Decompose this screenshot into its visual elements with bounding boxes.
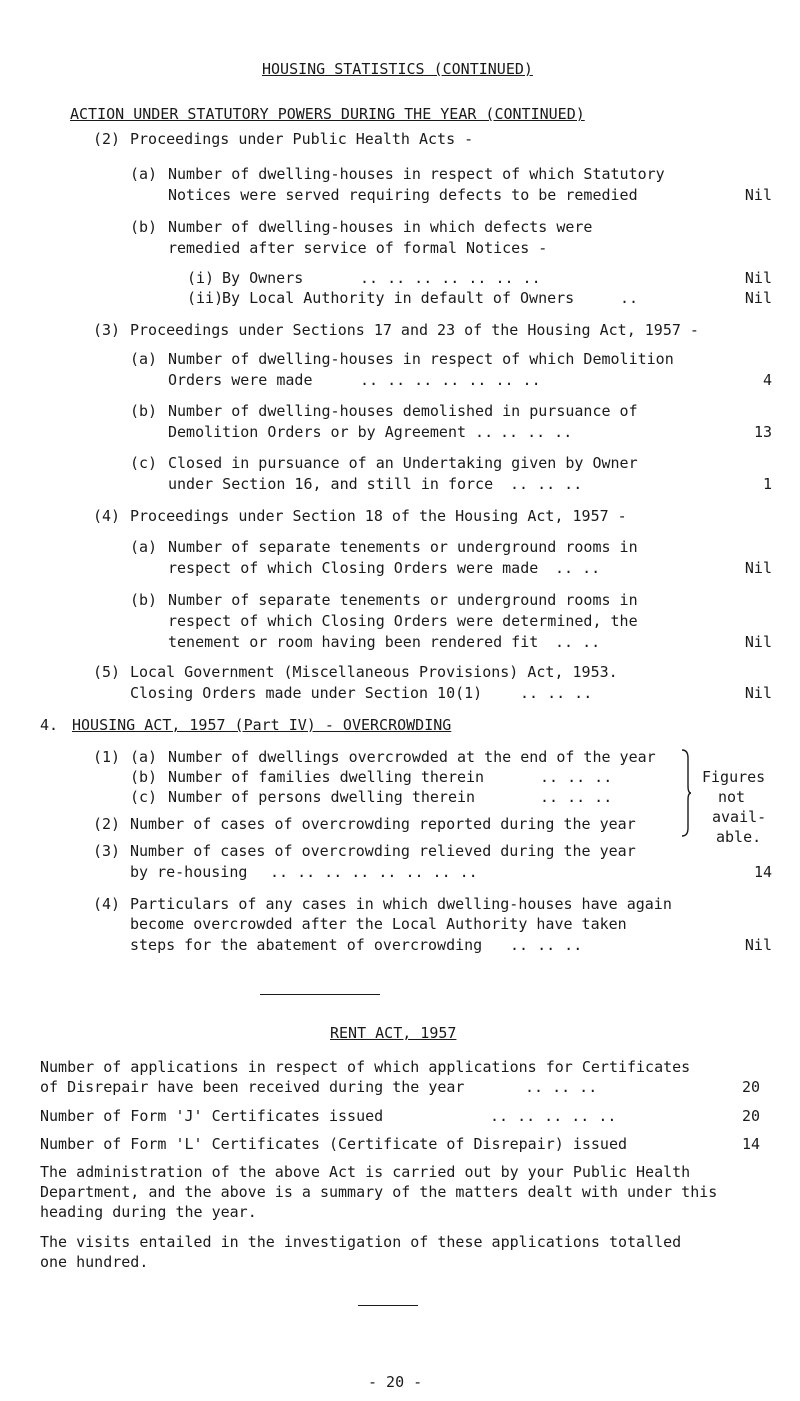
s2b-line1: Number of dwelling-houses in which defects were	[168, 218, 593, 236]
s2b-line2: remedied after service of formal Notices -	[168, 239, 548, 257]
p4-1b-label: (b)	[130, 768, 158, 786]
p4-3-leader: .. .. .. .. .. .. .. ..	[270, 863, 478, 881]
rent-l2-value: 20	[741, 1107, 760, 1125]
rent-heading: RENT ACT, 1957	[330, 1024, 457, 1042]
s2bi-leader: .. .. .. .. .. .. ..	[360, 269, 541, 287]
p4-3-label: (3)	[93, 842, 121, 860]
rent-l3: Number of Form 'L' Certificates (Certificate of Disrepair) issued	[40, 1135, 627, 1153]
s4-label: (4)	[93, 507, 121, 525]
s3c-line1: Closed in pursuance of an Undertaking given by Owner	[168, 454, 638, 472]
p4-1a-label: (a)	[130, 748, 158, 766]
s4-heading: Proceedings under Section 18 of the Housing Act, 1957 -	[130, 507, 627, 525]
p4-3-line1: Number of cases of overcrowding relieved during the year	[130, 842, 636, 860]
p4-2-label: (2)	[93, 815, 121, 833]
s3c-label: (c)	[130, 454, 158, 472]
s3-label: (3)	[93, 321, 121, 339]
s4b-value: Nil	[744, 633, 772, 651]
s3c-value: 1	[762, 475, 772, 493]
s2a-line1: Number of dwelling-houses in respect of which Statutory	[168, 165, 665, 183]
s5-leader: .. .. ..	[520, 684, 593, 702]
s5-label: (5)	[93, 663, 121, 681]
page-title: HOUSING STATISTICS (CONTINUED)	[262, 60, 533, 78]
s4a-value: Nil	[744, 559, 772, 577]
p4-2-text: Number of cases of overcrowding reported during the year	[130, 815, 636, 833]
p4-1b-leader: .. .. ..	[540, 768, 613, 786]
note-not: not	[718, 788, 746, 806]
p4-1c-text: Number of persons dwelling therein	[168, 788, 476, 806]
rent-l2: Number of Form 'J' Certificates issued	[40, 1107, 384, 1125]
s2bii-leader: ..	[620, 289, 639, 307]
s2bi-text: By Owners	[222, 269, 304, 287]
p4-1c-label: (c)	[130, 788, 158, 806]
s2bii-label: (ii)	[187, 289, 224, 307]
s3c-leader: .. .. ..	[510, 475, 583, 493]
p4-4-value: Nil	[744, 936, 772, 954]
rent-l1-value: 20	[741, 1078, 760, 1096]
p4-4-line2: become overcrowded after the Local Authority have taken	[130, 915, 627, 933]
rent-l1-leader: .. .. ..	[525, 1078, 598, 1096]
s3b-line1: Number of dwelling-houses demolished in pursuance of	[168, 402, 638, 420]
p4-3-line2: by re-housing	[130, 863, 248, 881]
s3a-line2: Orders were made	[168, 371, 313, 389]
part4-heading: HOUSING ACT, 1957 (Part IV) - OVERCROWDING	[72, 716, 452, 734]
note-able: able.	[716, 828, 762, 846]
rent-p2b: one hundred.	[40, 1253, 149, 1271]
section-divider	[260, 994, 380, 995]
s3b-label: (b)	[130, 402, 158, 420]
s4b-line2: respect of which Closing Orders were determined, the	[168, 612, 638, 630]
s2bi-label: (i)	[187, 269, 215, 287]
s3a-leader: .. .. .. .. .. .. ..	[360, 371, 541, 389]
p4-4-line3: steps for the abatement of overcrowding	[130, 936, 483, 954]
s2b-label: (b)	[130, 218, 158, 236]
s3a-value: 4	[762, 371, 772, 389]
p4-1b-text: Number of families dwelling therein	[168, 768, 485, 786]
s4b-line1: Number of separate tenements or underground rooms in	[168, 591, 638, 609]
s5-line1: Local Government (Miscellaneous Provisions) Act, 1953.	[130, 663, 618, 681]
s3a-label: (a)	[130, 350, 158, 368]
s3b-line2: Demolition Orders or by Agreement ..	[168, 423, 494, 441]
rent-l1a: Number of applications in respect of which applications for Certificates	[40, 1058, 691, 1076]
s2bi-value: Nil	[744, 269, 772, 287]
s4b-line3: tenement or room having been rendered fit	[168, 633, 539, 651]
s2bii-text: By Local Authority in default of Owners	[222, 289, 575, 307]
rent-p1c: heading during the year.	[40, 1203, 257, 1221]
p4-1c-leader: .. .. ..	[540, 788, 613, 806]
s3b-leader: .. .. ..	[500, 423, 573, 441]
s4a-line2: respect of which Closing Orders were made	[168, 559, 539, 577]
s5-value: Nil	[744, 684, 772, 702]
part4-number: 4.	[40, 716, 59, 734]
s3-heading: Proceedings under Sections 17 and 23 of the Housing Act, 1957 -	[130, 321, 699, 339]
p4-3-value: 14	[753, 863, 772, 881]
page-number: - 20 -	[368, 1373, 423, 1391]
s3b-value: 13	[753, 423, 772, 441]
s4a-leader: .. ..	[555, 559, 601, 577]
s2a-line2: Notices were served requiring defects to be remedied	[168, 186, 638, 204]
end-divider	[358, 1305, 418, 1306]
grouping-brace	[680, 748, 692, 838]
p4-4-leader: .. .. ..	[510, 936, 583, 954]
s2-label: (2)	[93, 130, 121, 148]
s2bii-value: Nil	[744, 289, 772, 307]
s4a-label: (a)	[130, 538, 158, 556]
rent-p1b: Department, and the above is a summary of the matters dealt with under this	[40, 1183, 718, 1201]
note-figures: Figures	[702, 768, 766, 786]
p4-1a-text: Number of dwellings overcrowded at the end of the year	[168, 748, 656, 766]
s4a-line1: Number of separate tenements or underground rooms in	[168, 538, 638, 556]
p4-4-line1: Particulars of any cases in which dwelling-houses have again	[130, 895, 672, 913]
s2a-label: (a)	[130, 165, 158, 183]
s3a-line1: Number of dwelling-houses in respect of which Demolition	[168, 350, 674, 368]
rent-l1b: of Disrepair have been received during the year	[40, 1078, 465, 1096]
section-subtitle: ACTION UNDER STATUTORY POWERS DURING THE YEAR (CONTINUED)	[70, 105, 585, 123]
s4b-leader: .. ..	[555, 633, 601, 651]
rent-p2a: The visits entailed in the investigation of these applications totalled	[40, 1233, 682, 1251]
s3c-line2: under Section 16, and still in force	[168, 475, 494, 493]
p4-4-label: (4)	[93, 895, 121, 913]
rent-l2-leader: .. .. .. .. ..	[490, 1107, 617, 1125]
p4-1-label: (1)	[93, 748, 121, 766]
s2-heading: Proceedings under Public Health Acts -	[130, 130, 474, 148]
s5-line2: Closing Orders made under Section 10(1)	[130, 684, 483, 702]
rent-p1a: The administration of the above Act is carried out by your Public Health	[40, 1163, 691, 1181]
note-avail: avail-	[712, 808, 767, 826]
rent-l3-value: 14	[741, 1135, 760, 1153]
s2a-value: Nil	[744, 186, 772, 204]
s4b-label: (b)	[130, 591, 158, 609]
